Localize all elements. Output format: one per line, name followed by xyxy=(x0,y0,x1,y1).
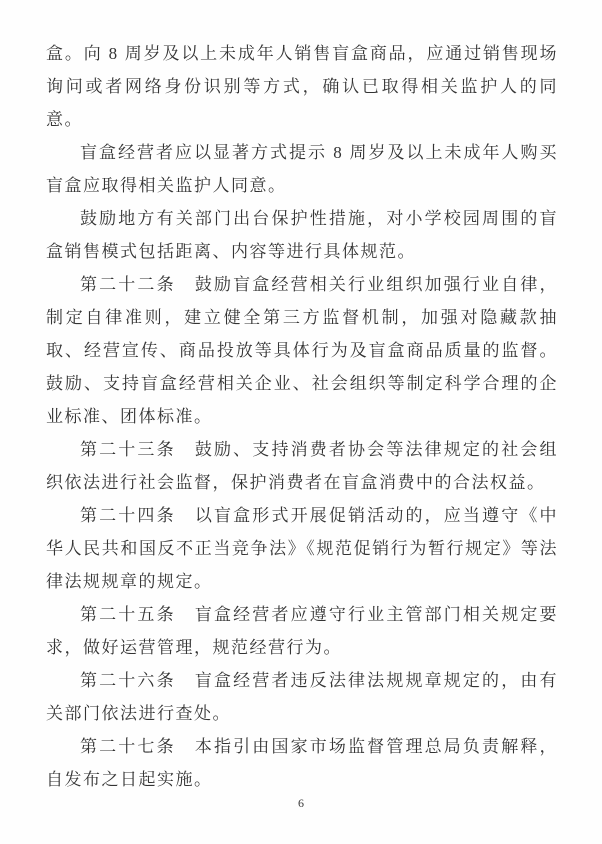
paragraph: 鼓励地方有关部门出台保护性措施，对小学校园周围的盲盒销售模式包括距离、内容等进行具体规范。 xyxy=(46,209,558,261)
paragraph: 第二十三条 鼓励、支持消费者协会等法律规定的社会组织依法进行社会监督，保护消费者在盲盒消费中的合法权益。 xyxy=(46,440,558,492)
paragraph: 第二十四条 以盲盒形式开展促销活动的，应当遵守《中华人民共和国反不正当竞争法》《规范促销行为暂行规定》等法律法规规章的规定。 xyxy=(46,506,558,591)
paragraph: 第二十六条 盲盒经营者违反法律法规规章规定的，由有关部门依法进行查处。 xyxy=(46,671,558,723)
paragraph: 盒。向 8 周岁及以上未成年人销售盲盒商品，应通过销售现场询问或者网络身份识别等方式，确认已取得相关监护人的同意。 xyxy=(46,44,558,129)
paragraph: 第二十五条 盲盒经营者应遵守行业主管部门相关规定要求，做好运营管理，规范经营行为。 xyxy=(46,605,558,657)
paragraph: 第二十二条 鼓励盲盒经营相关行业组织加强行业自律，制定自律准则，建立健全第三方监督机制，加强对隐藏款抽取、经营宣传、商品投放等具体行为及盲盒商品质量的监督。鼓励、支持盲盒经营相关企业、社会组织等制定科学合理的企业标准、团体标准。 xyxy=(46,275,558,426)
document-body xyxy=(46,37,558,796)
paragraph: 第二十七条 本指引由国家市场监督管理总局负责解释，自发布之日起实施。 xyxy=(46,737,558,789)
paragraph: 盲盒经营者应以显著方式提示 8 周岁及以上未成年人购买盲盒应取得相关监护人同意。 xyxy=(46,143,558,195)
page-number: 6 xyxy=(298,796,304,810)
